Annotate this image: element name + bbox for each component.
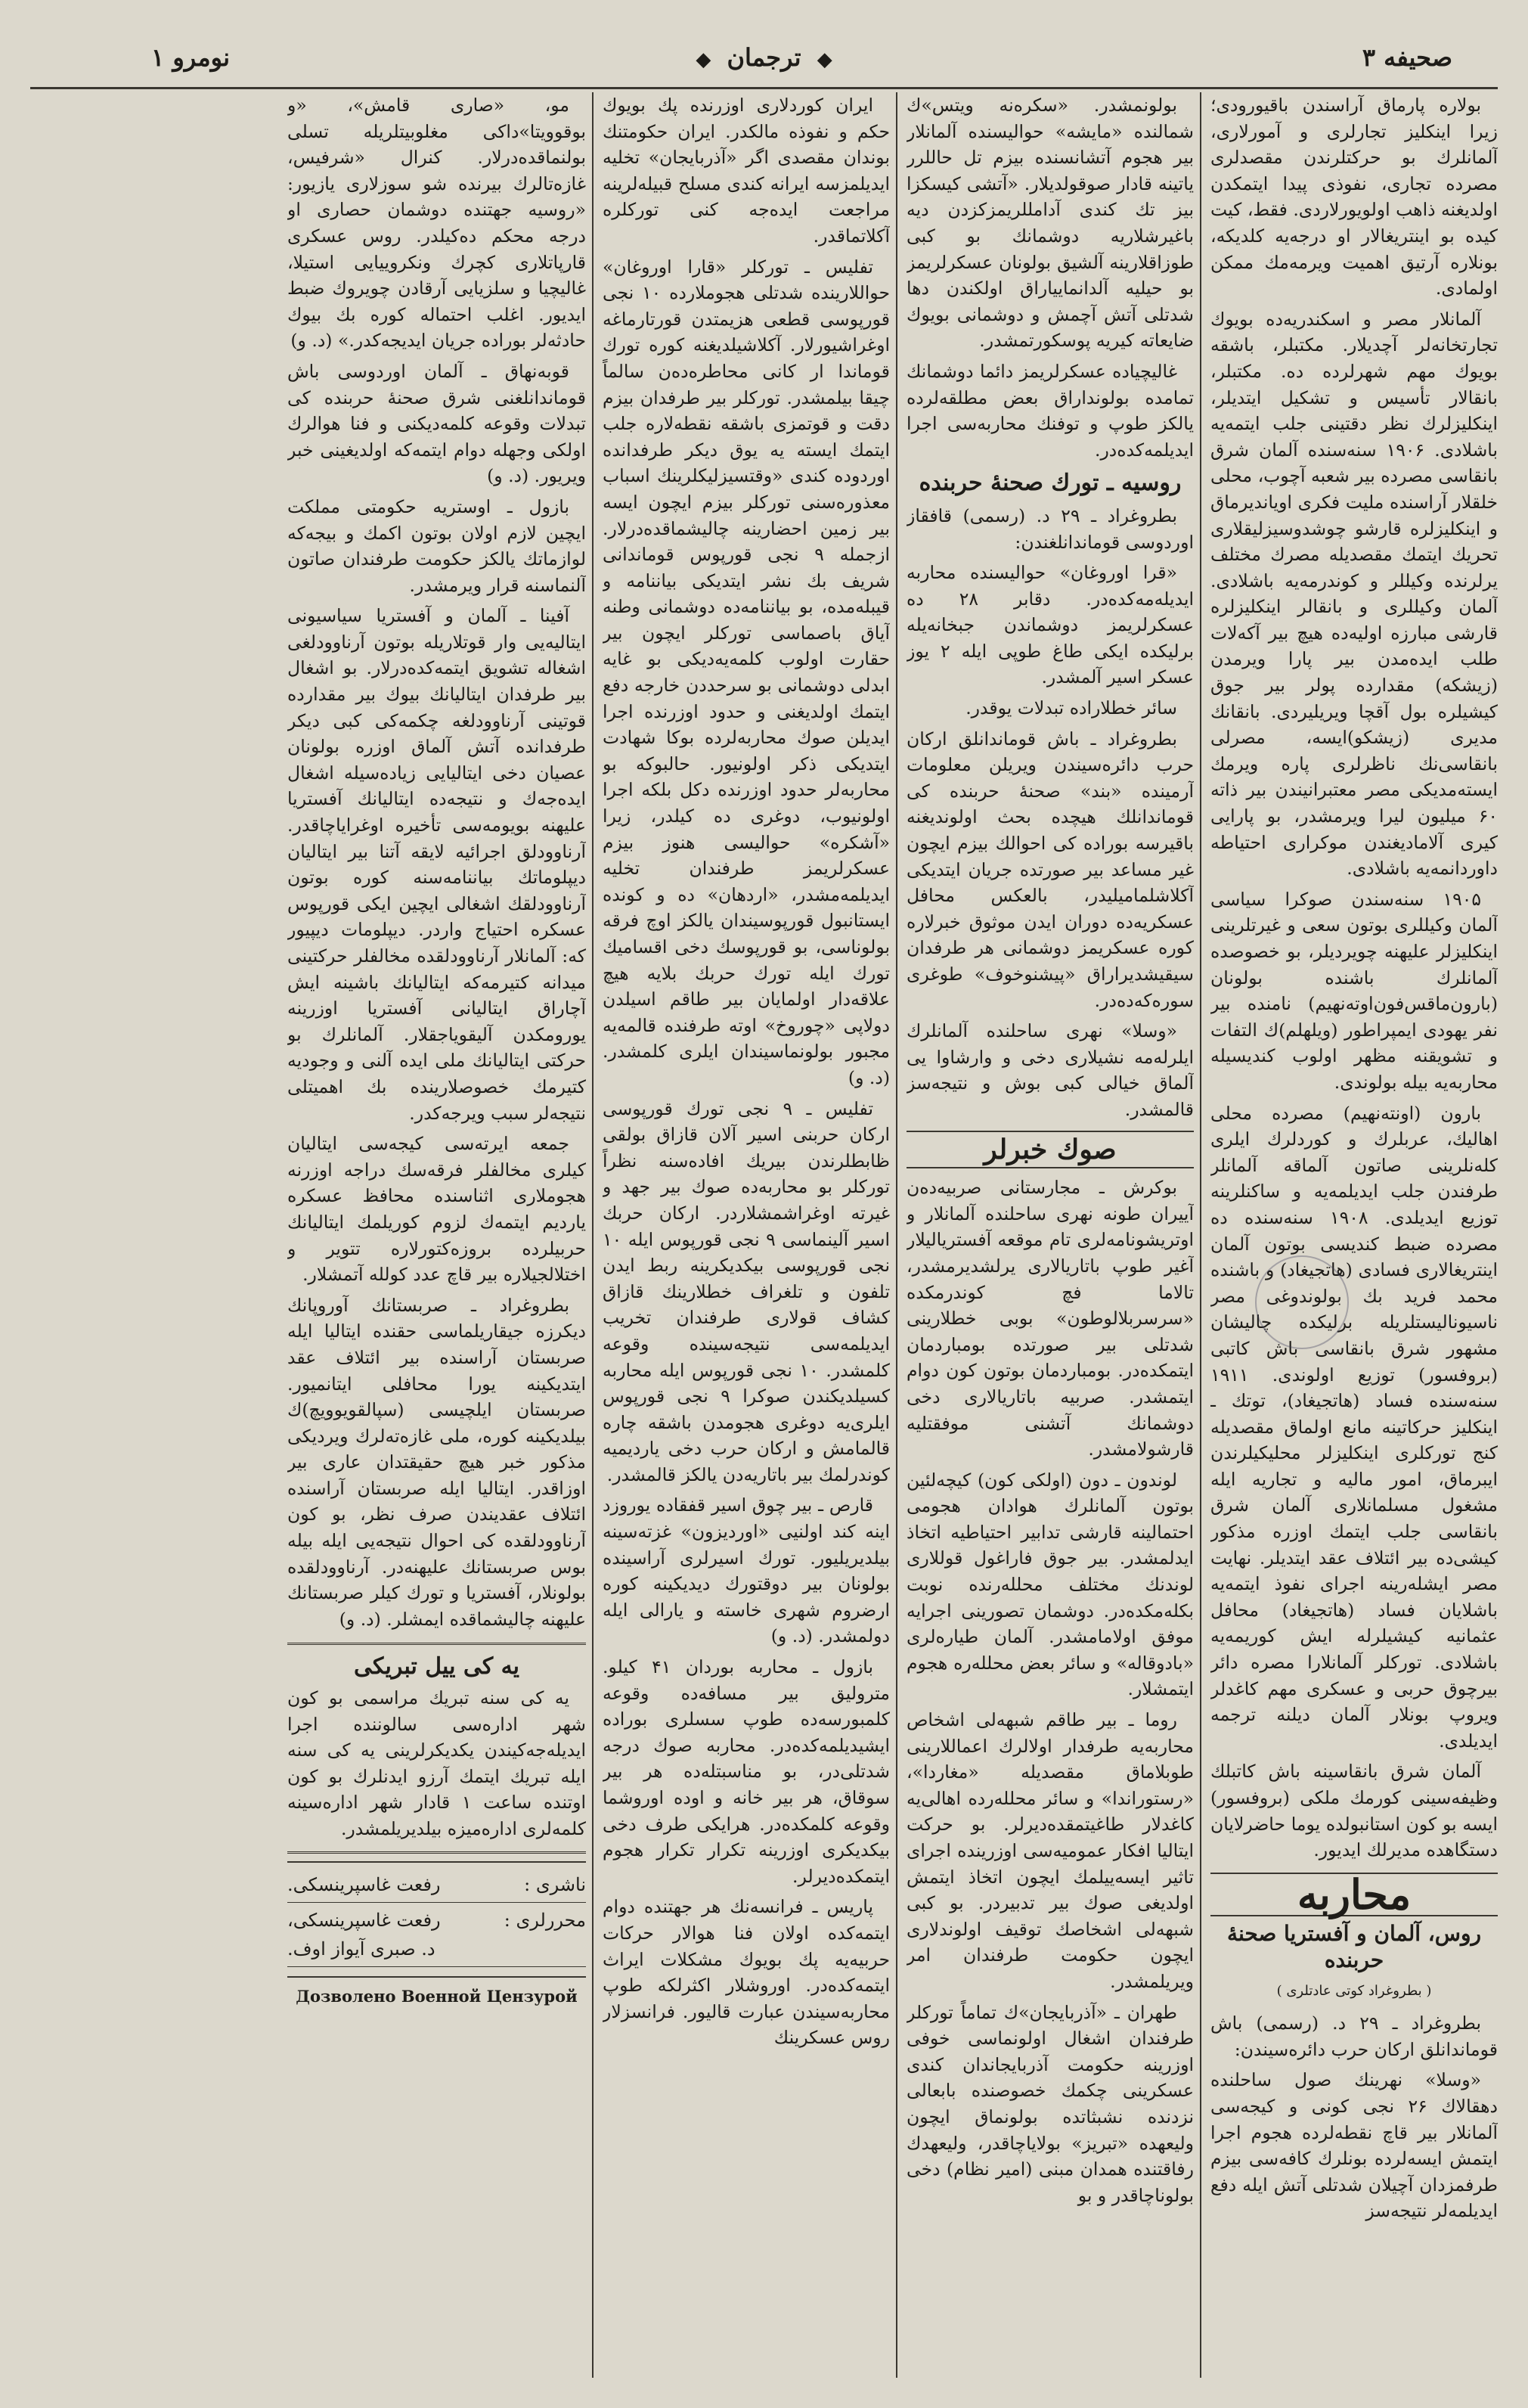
- article-paragraph: «وسلا» نهرینك صول ساحلنده دهقالاك ۲۶ نجی کونی و کیجه‌سی آلمانلار بیر قاچ نقطه‌لرده هجوم اجرا ایتمش ایسه‌لرده بونلرك کافه‌سی بیزم طرفمزدان آچیلان شدتلی آتش ایله دفع ایدیلمه‌لر نتیجه‌سز: [1210, 2069, 1498, 2222]
- article-paragraph: بولونمشدر. «سکره‌نه ویتس»ك شمالنده «مایشه» حوالیسنده آلمانلار بیر هجوم آتشانسنده بیزم تل حاللرر یاتینه قادار صوقولدیلار. «آتشی کیسکزا بیز تك کندی آدامللریمزکزدن دیه باغیرشلاریه دوشمانك بو کبی طوزاقلارینه آلشیق بولونان عسکرلریمز بو حیلیه آلدانماییاراق اولکندن دها شدتلی آتش آچمش و دوشمانی بویوك ضایعاته کیریه پوسکورتمشدر.: [907, 95, 1194, 352]
- paper-name: ترجمان: [727, 43, 801, 72]
- column-4: [287, 92, 586, 2378]
- new-year-text: یه کی سنه تبریك مراسمی بو کون شهر اداره‌سی سالوننده اجرا ایدیله‌جه‌کیندن یکدیکرلرینی یه کی سنه ایله تبریك ایتمك آرزو ایدنلرك بو کون اوتنده ساعت ۱ قادار شهر اداره‌سینه کلمه‌لری اداره‌میزه بیلدیریلمشدر.: [287, 1687, 586, 1839]
- article-paragraph: بوکرش ـ مجارستانی صربیه‌ده‌ن آییران طونه نهری ساحلنده آلمانلار و اوتریشونامه‌لری تام موقعه آفستریالیلار آغیر طوپ باتاریالاری یرلشدیرمشدر، تالاما فچ کوندرمکده «سرسربلالوطون» بوبی خطلارینی شدتلی بیر صورتده بومباردمان ایتمکده‌در. بومباردمان بوتون کون دوام ایتمشدر. صربیه باتاریالاری دخی دوشمانك آتشنی موفقتلیه قارشولامشدر.: [907, 1177, 1194, 1460]
- page-number: صحیفه ۳: [1362, 43, 1452, 72]
- article-paragraph: آلمانلار مصر و اسکندریه‌ده بویوك تجارتخانه‌لر آچدیلار. مکتبلر، باشقه بویوك مهم شهرلرده ده. مکتبلر، بانقالار تأسیس و تشکیل ایتدیلر، اینکلیزلرك نظر دقتینی جلب ایتمه‌یه باشلادی. ۱۹۰۶ سنه‌سنده آلمان شرق بانقاسی مصرده بیر شعبه آچوب، محلی خلقلار آراسنده ملیت فکری اویاندیرماق و اینکلیزلره قارشو چوشدوسیزلیقلاری تحریك ایتمك مقصدیله مصرك مختلف یرلرنده وکیللر و کوندرمه‌یه باشلادی. آلمان وکیللری و بانقالر اینکلیزلره قارشی مبارزه اولیه‌ده هیچ بیر آکه‌لات طلب ایده‌مدن بیر پارا ویرمدن (زیشکه) مقدارده پولر بیر جوق کیشیلره بول آقچا ویریلیردی. بانقانك مدیری (زیشکو)ایسه، مصرلی بانقاسی‌نك ناظرلری پاره ویرمك ایسته‌مدیکی مصر معتبرانیندن بیر ذاته ۶۰ میلیون لیرا ویرمشدر، بو پارایی کیری آلامادیغندن موکراری احتیاطه داوردانمه‌یه باشلادی.: [1210, 308, 1498, 880]
- article-paragraph: آلمان شرق بانقاسینه باش کاتبلك وظیفه‌سینی کورمك ملکی (بروفسور) ایسه بو کون استانبولده یوما حاضرلایان دستگاهده مدیرلك ایدیور.: [1210, 1761, 1498, 1861]
- article-paragraph: قارص ـ بیر چوق اسیر قفقاده یوروزد اینه کند اولنیی «اوردیزون» غزته‌سینه بیلدیریلیور. تورك اسیرلری آراسینده بولونان بیر دوقتورك دیدیکینه کوره ارضروم شهری خاسته و یارالی ایله دولمشدر. (د. و): [603, 1494, 890, 1647]
- war-subheading: روس، آلمان و آفستریا صحنهٔ حربنده: [1226, 1921, 1482, 1972]
- publisher-label: ناشری :: [524, 1873, 586, 1895]
- article-paragraph: قوبه‌نهاق ـ آلمان اوردوسی باش قوماندانلغنی شرق صحنهٔ حربنده کی تبدلات وقوعه کلمه‌دیکنی و فنا هوالرك اولکی وجهله دوام ایتمه‌که اولدیغینی خبر ویریور. (د. و): [287, 360, 586, 487]
- column-3: [603, 92, 890, 2378]
- faded-stamp-mark: [1255, 1255, 1349, 1349]
- article-paragraph: ایران کوردلاری اوزرنده پك بویوك حکم و نفوذه مالکدر. ایران حکومتنك بوندان مقصدی اگر «آذربایجان» تخلیه ایدیلمزسه ایرانه کندی مسلح قبیله‌لرینه مراجعت ایده‌جه کنی تورکلره آکلاتماقدر.: [603, 95, 890, 247]
- editors-row: [287, 1903, 586, 1967]
- imprint-box: [287, 1861, 586, 2011]
- article-paragraph: بطروغراد ـ باش قوماندانلق ارکان حرب دائره‌سیندن ویریلن معلومات آرمینده «بند» صحنهٔ حربنده کی قوماندانلك هیچده بحث اولوندیغنه باقیرسه بوراده کی احوالك بیزم ایچون غیر مساعد بیر صورتده جریان ایتدیکی آکلاشلمامیلیدر، بالعکس محافل عسکریه‌ده دوران ایدن موثوق خبرلاره کوره عسکریمز دوشمانی هر طرفدان سیقیشدیراراق «پیشنوخوف» طوغری سوره‌که‌ده‌در.: [907, 728, 1194, 1011]
- article-paragraph: بازول ـ اوستریه حکومتی مملکت ایچین لازم اولان بوتون اکمك و بیجه‌که لوازماتك یالکز حکومت طرفندان صاتون آلنماسنه قرار ویرمشدر.: [287, 495, 586, 596]
- article-paragraph: بارون (اونته‌نهیم) مصرده محلی اهالیك، عربلرك و کوردلرك ایلری کله‌نلرینی صاتون آلماقه آلمانلر طرفندن جلب ایدیلمه‌یه و ساکنلرینه توزیع ایدیلدی. ۱۹۰۸ سنه‌سنده ده مصرده ضبط کندیسی بوتون آلمان اینتریغالاری فسادی (هاتجیغاد) و باشنده محمد فرید بك بولوندوغی مصر ناسیونالیستلریله برلیکده چالیشان مشهور شرق بانقاسی باش کاتبی (بروفسور) توزیع اولوندی. ۱۹۱۱ سنه‌سنده فساد (هاتجیغاد)، توتك ـ اینکلیز حرکاتینه مانع اولماق مقصدیله کنج تورکلری اینکلیزلر محلیکیلرندن ایبرماق، امور مالیه و تجاریه ایله مشغول مسلمانلاری آلمان شرق بانقاسی جلب ایتمك اوزره مذکور کیشی‌ده بیر ائتلاف عقد ایتدیلر. نهایت مصر ایشله‌رینه اجرای نفوذ ایتمه‌یه باشلایان فساد (هاتجیغاد) محافل عثمانیه کیشیلرله ایش کوریمه‌یه باشلادی. تورکلر آلمانلارا مصره دائر بیرچوق حربی و عسکری مهم کاغدلر ویروپ بونلار آلمان دیلنه ترجمه ایدیلدی.: [1210, 1102, 1498, 1752]
- column-divider: [592, 92, 594, 2378]
- editors-label: محررلری :: [504, 1909, 586, 1931]
- article-paragraph: بطروغراد ـ ۲۹ د. (رسمی) قافقاز اوردوسی قوماندانلغندن:: [907, 504, 1194, 553]
- ornament-right-icon: ◆: [696, 48, 711, 71]
- war-source-note: ( بطروغراد کوتی عادتلری ): [1276, 1982, 1432, 1999]
- article-paragraph: غالیچیاده عسکرلریمز دائما دوشمانك تمامده بولونداراق بعض مطلقه‌لرده یالکز طوپ و توفنك محاربه‌سی اجرا ایدیلمه‌کده‌در.: [907, 360, 1194, 461]
- article-paragraph: «وسلا» نهری ساحلنده آلمانلرك ایلرله‌مه نشیلاری دخی و وارشاوا یی آلماق خیالی کبی بوش و نتیجه‌سز قالمشدر.: [907, 1020, 1194, 1120]
- article-paragraph: «قرا اوروغان» حوالیسنده محاربه ایدیله‌مه‌کده‌در. دقابر ۲۸ ده عسکرلریمز دوشماندن جبخانه‌یله برلیکده ایکی طاغ طوپی ایله ۲ یوز عسکر اسیر آلمشدر.: [907, 562, 1194, 688]
- article-paragraph: ۱۹۰۵ سنه‌سندن صوکرا سیاسی آلمان وکیللری بوتون سعی و غیرتلرینی اینکلیزلر علیهنه چویردیلر، بو خصوصده آلمانلرك باشنده بولونان (بارون‌ماقس‌فون‌اوته‌نهیم) نامنده بیر نفر یهودی ایمپراطور (ویلهلم)ك التفات و تشویقنه مظهر اولوب کندیسیله محاربه‌یه بیله بولوندی.: [1210, 888, 1498, 1093]
- article-paragraph: تفلیس ـ تورکلر «قارا اوروغان» حواللارینده شدتلی هجوملارده ۱۰ نجی قورپوسی قطعی هزیمتدن قورتارماغه اوغراشیورلار. آکلاشیلدیغنه کوره تورك قوماندا ار کانی محاطره‌ده‌ن سالماً چیقا بیلمشدر. تورکلر بیر طرفدان بیزم دقت و قوتمزی باشقه نقطه‌لاره جلب ایتمك ایسته یه یوق دیکر طرفدانده اوردوده کندی «وقتسیزلیکلرینك اسباب معذوره‌سنی تورکلر بیزم ایچون ایسه بیر زمین احضارینه چالیشماقده‌درلار. ازجمله ۹ نجی قورپوس قوماندانی شریف بك نشر ایتدیکی بیاننامه و قیبله‌مده، بو بیاننامه‌ده دوشمانی وطنه آیاق باصماسی تورکلر ایچون بیر حقارت اولوب کلمه‌یه‌دیکی بو غایه ابدلی دوشمانی بو سرحددن خارجه دفع ایتمك اولدیغنی و حدود اوزرنده اجرا ایدیلن صوك محاربه‌لرده بوکا شهادت ایتدیکی ذکر اولونیور. حالبوکه بو محاربه‌لر حدود اوزرنده دکل بلکه اجرا اولونیوب، دوغری ده کیلدر، زیرا «آشکره» حوالیسی هنوز بیزم عسکرلریمز طرفندان تخلیه ایدیلمه‌مشدر، «اردهان» ده و کونده ایستانبول قورپوسیندان یالکز اوچ فرقه بولوناسی، بو قورپوسك دخی اقسامیك تورك ایله تورك حربك بلایه هیچ علاقه‌دار اولمایان بیر طاقم اسیلدن دولاپی «چوروخ» اوته طرفنده قالمه‌یه مجبور بولونماسیندان ایلری کلمشدر. (د. و): [603, 256, 890, 1088]
- article-paragraph: روما ـ بیر طاقم شبهه‌لی اشخاص محاربه‌یه طرفدار اولالرك اعماللارینی طوبلاماق مقصدیله «مغاردا»، «رستوراندا» و سائر محلله‌رده اهالی‌یه کاغدلار طاغیتمقده‌دیرلر. بو حرکت ایتالیا افکار عمومیه‌سی اوزرینده اجرای تاثیر ایسه‌ییلمك ایچون اتخاذ ایتمش اولدیغی صوك بیر تدبیردر. بو کبی شبهه‌لی اشخاصك توقیف اولوندلاری ایچون حکومت طرفندان امر ویریلمشدر.: [907, 1709, 1194, 1992]
- article-paragraph: آفینا ـ آلمان و آفستریا سیاسیونی ایتالیه‌یی وار قوتلاریله بوتون آرناوودلغی اشغاله تشویق ایتمه‌کده‌درلار. بو اشغال بیر طرفدان ایتالیانك بیوك بیر مقدارده قوتینی آرناوودلغه چکمه‌کی کبی دیکر طرفدانده آتش آلماق اوزره بولونان عصیان دخی ایتالیایی زیاده‌سیله اشغال ایده‌جه‌ك و نتیجه‌ده ایتالیانك آفستریا علیهنه بویومه‌سی تأخیره اوغرایاچاقدر. آرناوودلق اجرائیه لایقه آتنا بیر ایتالیان دیپلوماتك بیاننامه‌سنه کوره بوتون آرناوودلقك اشغالی ایچین ایکی قورپوس عسکره احتیاج واردر. دیپلومات دیپیور که: آلمانلار آرناوودلقده مخالفلر حرکتینی میدانه کتیرمه‌که ایتالیانك باشینه ایش آچاراق ایتالیانی آفستریا اوزرینه یورومکدن آلیقویاجقلار. آلمانلرك بو حرکتی ایتالیانك ملی ایده آلنی و وجودیه کتیرمك خصوصلارینده بك اهمیتلی نتیجه‌لر سبب ویرجه‌کدر.: [287, 605, 586, 1124]
- article-paragraph: طهران ـ «آذربایجان»ك تماماً تورکلر طرفندان اشغال اولونماسی خوفی اوزرینه حکومت آذربایجاندان کندی عسکرینی چکمك خصوصنده بابعالی نزدنده نشبثاتده بولونماق ایچون ولیعهده «تبریز» بولایاچاقدر، ولیعهدك رفاقتنده همدان مبنی (امیر نظام) دخی بولوناچاقدر و بو: [907, 2001, 1194, 2206]
- publisher-row: [287, 1867, 586, 1903]
- article-paragraph: بازول ـ محاربه بوردان ۴۱ کیلو. مترولیق بیر مسافه‌ده وقوعه کلمبورسه‌ده طوپ سسلری بوراده ایشیدیلمه‌کده‌در. محاربه صوك درجه شدتلی‌در، بو مناسبتله‌ده هر بیر سوقاق، هر بیر خانه و اوده اوروشما وقوعه کلمکده‌در. هرایکی طرف دخی بیکدیکری اوزرینه تکرار تکرار هجوم ایتمکده‌دیرلر.: [603, 1656, 890, 1887]
- russia-turkey-heading: روسیه ـ تورك صحنهٔ حربنده: [919, 470, 1182, 497]
- columns-area: [30, 92, 1498, 2378]
- publisher-name: رفعت غاسپرینسکی.: [287, 1873, 441, 1895]
- column-1: [1210, 92, 1498, 2378]
- article-paragraph: لوندون ـ دون (اولکی کون) کیچه‌لئین بوتون آلمانلرك هوادان هجومی احتمالینه قارشی تدابیر احتیاطیه اتخاذ ایدلمشدر. بیر جوق فاراغول قوللاری لوندنك مختلف محلله‌رنده نوبت بکله‌مکده‌در. دوشمان تصورینی اجرایه موفق اولامامشدر. آلمان طیاره‌لری «بادوقاله» و سائر بعض محلله‌ره هجوم ایتمشلار.: [907, 1469, 1194, 1700]
- article-paragraph: سائر خطلاراده تبدلات یوقدر.: [965, 697, 1177, 719]
- article-paragraph: بطروغراد ـ صربستانك آوروپانك دیکرزه جیقاریلماسی حقنده ایتالیا ایله صربستان آراسنده بیر ائتلاف عقد ایتدیکینه یورا محافلی ایتانمیور. صربستان ایلچیسی (سپالقویوویچ)ك بیلدیکینه کوره، ملی غازه‌ته‌لرك ویردیکی مذکور خبر هیچ حقیقتدان عاری بیر اوزاقدر. ایتالیا ایله صربستان آراسنده ائتلاف عقدیندن صرف نظر، بو کون آرناوودلقده کی احوال نتیجه‌یی ایله بیله بوس صربستانك علیهنه‌در. آرناوودلقده بولونلار، آفستریا و تورك کیلر صربستانك علیهنه چالیشماقده ایمشلر. (د. و): [287, 1294, 586, 1630]
- article-paragraph: تفلیس ـ ۹ نجی تورك قورپوسی ارکان حربنی اسیر آلان قازاق بولقی ظابطلرندن بیریك افاده‌سنه نظراً تورکلر بو محاربه‌ده صوك بیر جهد و غیرته اوغراشمشلاردر. ارکان حربك اسیر آلینماسی ۹ نجی قورپوس ایله ۱۰ نجی قورپوسی بیکدیکرینه ربط ایدن تلفون و تلغراف خطلارینك قازاق کشاف قولاری طرفندان تخریب ایدیلمه‌سی نتیجه‌سینده وقوعه کلمشدر. ۱۰ نجی قورپوس ایله محاربه کسیلدیکندن صوکرا ۹ نجی قورپوس ایلری‌یه دوغری هجومدن باشقه چاره قالمامش و ارکان حرب دخی یاردیمیه کوندرلمك بیر باتاریه‌دن یالکز قالمشدر.: [603, 1097, 890, 1485]
- war-heading: محاربه: [1210, 1873, 1498, 1917]
- new-year-heading: یه کی ییل تبریکی: [353, 1653, 520, 1680]
- editor-name: رفعت غاسپرینسکی،: [287, 1909, 441, 1931]
- article-paragraph: مو، «صاری قامش»، «و بوقوویتا»داكی مغلوبیتلریله تسلی بولنماقده‌درلار. کنرال «شرفیس، غازه‌تالرك بیرنده شو سوزلاری یازیور: «روسیه جهتنده دوشمان حصاری او درجه محکم ده‌کیلدر. روس عسکری قارپاتلاری کچرك ونکرو‌ییایی استیلا، غالیچیا و سلزیایی آرقادن چویروك ضبط ایدیور. اغلب احتماله کوره بك بیوك حادثه‌لر بوراده جریان ایدیجه‌کدر.» (د. و): [287, 95, 586, 352]
- late-news-heading: صوك خبرلر: [907, 1131, 1194, 1169]
- article-paragraph: پاریس ـ فرانسه‌نك هر جهتنده دوام ایتمه‌کده اولان فنا هوالار حرکات حربیه‌یه پك بویوك مشکلات ایراث ایتمه‌کده‌در. اوروشلار اکثرلکه طوپ محاربه‌سیندن عبارت قالیور. فرانسزلار روس عسکرینك: [603, 1896, 890, 2049]
- article-paragraph: جمعه ایرته‌سی کیجه‌سی ایتالیان کیلری مخالفلر فرقه‌سك دراجه اوزرنه هجوملاری اثناسنده محافظ عسکره یاردیم ایتمه‌ك لزوم کوریلمك ایتالیانك حربیلرده بروزه‌کتورلاره تتویر و اختلالجیلاره بیر قاچ عدد کولله آتمشلار.: [287, 1133, 586, 1286]
- page-header: [30, 34, 1498, 89]
- column-2: [907, 92, 1194, 2378]
- article-paragraph: بولاره پارماق آراسندن باقیورودی؛ زیرا اینکلیز تجارلری و آمورلاری، آلمانلرك بو حرکتلرندن مقصدلری مصرده تجاری، نفوذی پیدا ایتمكدن اولدیغنه ذاهب اولویورلاردی. فقط، کیت کیده بو اینتریغالار او درجه‌یه کلدیکه، بونلاره آرتیق اهمیت ویرمه‌مك ممکن اولمادی.: [1210, 95, 1498, 299]
- new-year-notice: [287, 1643, 586, 1853]
- article-paragraph: بطروغراد ـ ۲۹ د. (رسمی) باش قوماندانلق ارکان حرب دائره‌سیندن:: [1210, 2012, 1498, 2060]
- masthead-title: [688, 43, 839, 72]
- ornament-left-icon: ◆: [817, 48, 832, 71]
- censor-approval: Дозволено Военной Цензурой: [287, 1976, 586, 2011]
- issue-number: نومرو ۱: [151, 43, 231, 72]
- column-divider: [896, 92, 897, 2378]
- column-divider: [1200, 92, 1201, 2378]
- editor-name: د. صبری آیواز اوف.: [287, 1938, 435, 1960]
